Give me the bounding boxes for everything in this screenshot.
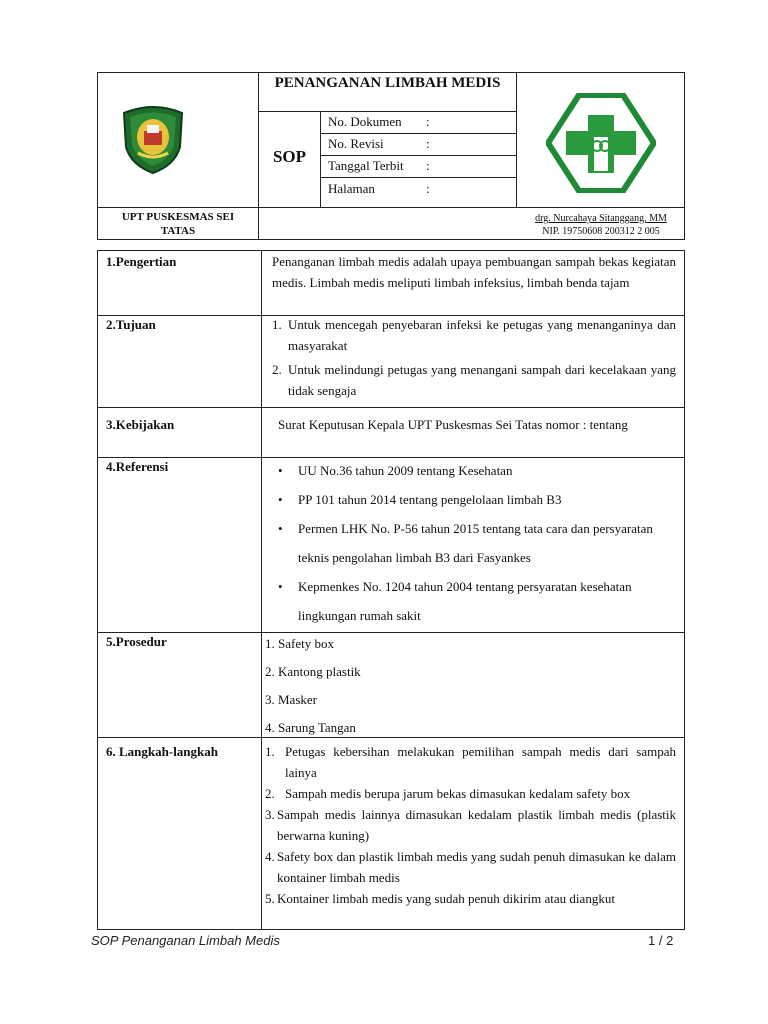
sop-content-table [97,250,685,930]
section-label-langkah: 6. Langkah-langkah [106,744,218,759]
list-item: 3. Masker [265,692,317,707]
field-sep: : [426,114,430,129]
section-label-kebijakan: 3.Kebijakan [106,417,175,432]
list-item: • UU No.36 tahun 2009 tentang Kesehatan [272,456,676,485]
list-item: • PP 101 tahun 2014 tentang pengelolaan limbah B3 [272,485,676,514]
list-item [272,359,676,401]
list-item [265,783,676,804]
org-name [98,210,258,238]
footer-page-number: 1 / 2 [648,933,674,948]
regional-shield-logo [120,103,186,175]
list-item [265,741,676,783]
list-text: Untuk mencegah penyebaran infeksi ke petugas yang menanganinya dan masyarakat [288,317,676,353]
list-item: • Kepmenkes No. 1204 tahun 2004 tentang persyaratan kesehatan lingkungan rumah sakit [272,572,676,630]
list-text: Sampah medis berupa jarum bekas dimasukan kedalam safety box [285,786,631,801]
org-line-1: UPT PUSKESMAS SEI [121,211,235,223]
list-num: 1. [272,317,282,332]
puskesmas-logo [546,93,656,193]
document-title: PENANGANAN LIMBAH MEDIS [274,75,501,91]
section-list-referensi [272,456,676,630]
list-num: 4. [265,849,275,864]
section-list-langkah [265,741,676,909]
field-sep: : [426,158,430,173]
field-tanggal-terbit: Tanggal Terbit [328,158,404,173]
section-label-tujuan: 2.Tujuan [106,317,156,332]
signer-block [517,212,685,238]
field-no-dokumen: No. Dokumen [328,114,402,129]
list-text: Sampah medis lainnya dimasukan kedalam plastik limbah medis (plastik berwarna kuning) [277,807,676,843]
field-no-revisi: No. Revisi [328,136,384,151]
sop-header [97,72,685,240]
list-item: • Permen LHK No. P-56 tahun 2015 tentang tata cara dan persyaratan teknis pengolahan limbah B3 dari Fasyankes [272,514,676,572]
list-item: 1. Safety box [265,636,334,651]
list-item [272,314,676,356]
sop-label: SOP [272,147,307,166]
list-item: 4. Sarung Tangan [265,720,356,735]
section-label-pengertian: 1.Pengertian [106,254,177,269]
footer-title: SOP Penanganan Limbah Medis [91,933,280,948]
list-num: 1. [265,744,275,759]
section-list-tujuan [272,314,676,401]
list-text: Safety box dan plastik limbah medis yang sudah penuh dimasukan ke dalam kontainer limbah medis [277,849,676,885]
section-label-referensi: 4.Referensi [106,459,169,474]
section-text-pengertian: Penanganan limbah medis adalah upaya pembuangan sampah bekas kegiatan medis. Limbah medis meliputi limbah infeksius, limbah benda tajam [272,254,676,290]
signer-nip: NIP. 19750608 200312 2 005 [542,226,660,237]
list-item [265,888,676,909]
list-item: 2. Kantong plastik [265,664,361,679]
field-sep: : [426,136,430,151]
list-text: Untuk melindungi petugas yang menangani sampah dari kecelakaan yang tidak sengaja [288,362,676,398]
list-num: 2. [265,786,275,801]
list-num: 5. [265,891,275,906]
field-halaman: Halaman [328,181,375,196]
section-label-prosedur: 5.Prosedur [106,634,167,649]
list-item [265,846,676,888]
field-sep: : [426,181,430,196]
list-text: Petugas kebersihan melakukan pemilihan sampah medis dari sampah lainya [285,744,676,780]
list-text: Kontainer limbah medis yang sudah penuh dikirim atau diangkut [277,891,615,906]
signer-name: drg. Nurcahaya Sitanggang, MM [535,213,667,224]
list-num: 3. [265,807,275,822]
list-num: 2. [272,362,282,377]
org-line-2: TATAS [160,225,196,237]
section-text-kebijakan: Surat Keputusan Kepala UPT Puskesmas Sei Tatas nomor : tentang [278,417,628,432]
section-list-prosedur [265,630,676,742]
list-item [265,804,676,846]
